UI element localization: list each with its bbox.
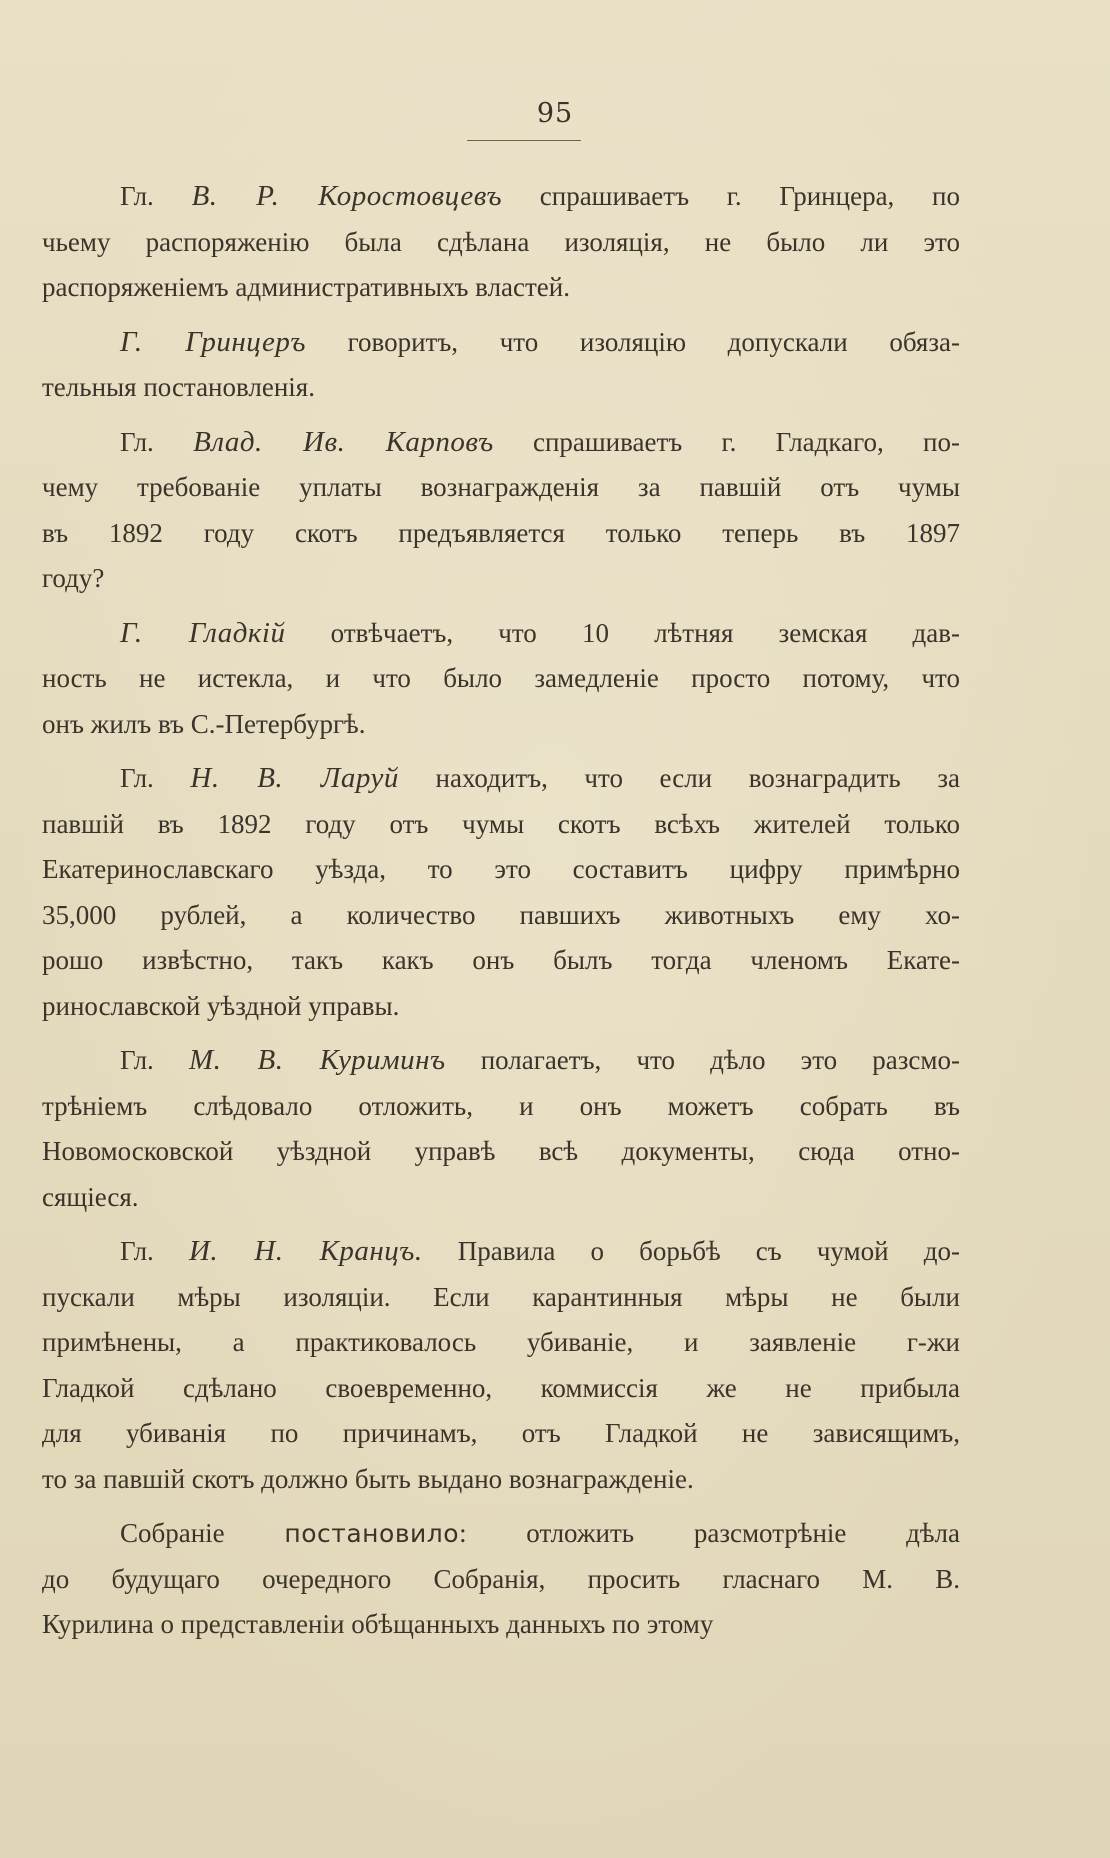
text-line (42, 511, 960, 557)
page-header (0, 98, 1110, 129)
text-line (42, 1511, 960, 1557)
text-run: Собраніе (120, 1518, 285, 1548)
text-line (42, 1457, 960, 1503)
text-run: чьему распоряженію была сдѣлана изоляція, не было ли это (42, 226, 960, 257)
paragraph (42, 320, 960, 411)
speaker-name: Г. Гладкій (120, 616, 286, 649)
emphasis-text: постановило (284, 1519, 460, 1548)
text-run: Гл. (120, 1236, 189, 1266)
text-run: спрашиваетъ г. Гринцера, по (502, 181, 961, 211)
text-run: онъ жилъ въ С.-Петербургѣ. (42, 708, 366, 739)
paragraph (42, 1511, 960, 1648)
text-run: отвѣчаетъ, что 10 лѣтняя земская дав- (285, 617, 961, 648)
text-run: въ 1892 году скотъ предъявляется только теперь въ 1897 (42, 517, 960, 548)
text-line (42, 802, 960, 848)
text-line (42, 1602, 960, 1648)
text-line (42, 984, 960, 1030)
text-run: распоряженіемъ административныхъ властей. (42, 272, 570, 302)
text-line (42, 1175, 960, 1221)
text-run: до будущаго очередного Собранія, просить гласнаго М. В. (42, 1563, 960, 1594)
text-line (42, 174, 960, 220)
text-run: Гладкой сдѣлано своевременно, коммиссія же не прибыла (42, 1372, 960, 1403)
text-line (42, 265, 960, 311)
text-line (42, 320, 960, 366)
text-run: году? (42, 563, 105, 593)
text-line (42, 1366, 960, 1412)
text-run: чему требованіе уплаты вознагражденія за павшій отъ чумы (42, 472, 960, 502)
text-line (42, 756, 960, 802)
text-run: находитъ, что если вознаградить за (398, 763, 960, 793)
text-line (42, 1038, 960, 1084)
paragraph (42, 174, 960, 311)
text-run: ность не истекла, и что было замедленіе просто потому, что (42, 663, 960, 693)
speaker-name: Г. Гринцеръ (120, 325, 306, 358)
paragraph (42, 1229, 960, 1502)
text-run: рошо извѣстно, такъ какъ онъ былъ тогда членомъ Екате- (42, 945, 960, 975)
paragraph (42, 756, 960, 1029)
text-line (42, 611, 960, 657)
text-run: то за павшій скотъ должно быть выдано вознагражденіе. (42, 1463, 694, 1494)
text-line (42, 1320, 960, 1366)
text-run: : отложить разсмотрѣніе дѣла (459, 1518, 961, 1548)
paragraph (42, 420, 960, 602)
text-run: Гл. (120, 181, 192, 211)
paragraph (42, 1038, 960, 1220)
text-line (42, 702, 960, 748)
text-run: 35,000 рублей, а количество павшихъ животныхъ ему хо- (42, 899, 960, 930)
text-line (42, 938, 960, 984)
speaker-name: Н. В. Ларуй (190, 762, 399, 794)
page-number: 95 (536, 98, 574, 129)
text-line (42, 365, 960, 411)
text-run: трѣніемъ слѣдовало отложить, и онъ можетъ собрать въ (42, 1090, 960, 1121)
speaker-name: Влад. Ив. Карповъ (193, 425, 494, 458)
text-run: сящіеся. (42, 1181, 139, 1212)
speaker-name: И. Н. Кранцъ. (188, 1235, 423, 1267)
text-run: полагаетъ, что дѣло это разсмо- (445, 1045, 960, 1075)
text-line (42, 420, 960, 466)
text-line (42, 847, 960, 893)
text-run: говоритъ, что изоляцію допускали обяза- (305, 326, 960, 357)
text-run: Новомосковской уѣздной управѣ всѣ документы, сюда отно- (42, 1136, 960, 1166)
paragraph (42, 611, 960, 748)
text-run: спрашиваетъ г. Гладкаго, по- (493, 426, 960, 457)
text-run: Гл. (120, 1045, 189, 1075)
text-run: Гл. (120, 763, 191, 793)
speaker-name: М. В. Куриминъ (188, 1044, 446, 1076)
text-line (42, 556, 960, 602)
text-line (42, 1084, 960, 1130)
text-line (42, 220, 960, 266)
text-run: Екатеринославскаго уѣзда, то это составитъ цифру примѣрно (42, 854, 960, 884)
text-line (42, 465, 960, 511)
text-run: для убиванія по причинамъ, отъ Гладкой не зависящимъ, (42, 1418, 960, 1448)
text-line (42, 656, 960, 702)
text-line (42, 1557, 960, 1603)
body-text (42, 174, 960, 1657)
text-line (42, 1411, 960, 1457)
text-line (42, 1275, 960, 1321)
text-line (42, 893, 960, 939)
header-rule (467, 140, 581, 141)
text-run: пускали мѣры изоляціи. Если карантинныя мѣры не были (42, 1281, 960, 1312)
text-run: ринославской уѣздной управы. (42, 990, 400, 1021)
text-run: примѣнены, а практиковалось убиваніе, и заявленіе г-жи (42, 1327, 960, 1357)
text-run: Правила о борьбѣ съ чумой до- (422, 1236, 960, 1266)
text-line (42, 1129, 960, 1175)
text-run: Курилина о представленіи обѣщанныхъ данныхъ по этому (42, 1609, 714, 1639)
text-run: павшій въ 1892 году отъ чумы скотъ всѣхъ жителей только (42, 808, 960, 839)
text-run: Гл. (120, 426, 194, 457)
text-line (42, 1229, 960, 1275)
speaker-name: В. Р. Коростовцевъ (191, 180, 503, 212)
text-run: тельныя постановленія. (42, 372, 315, 402)
